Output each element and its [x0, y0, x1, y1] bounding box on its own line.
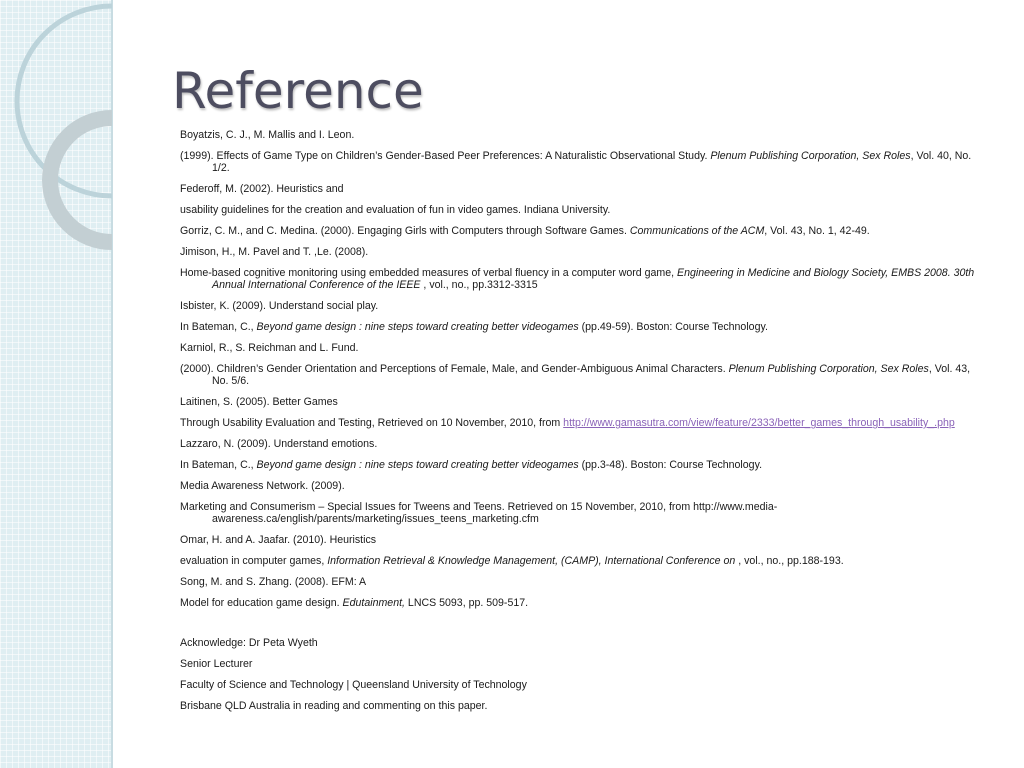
reference-entry — [180, 480, 980, 492]
reference-text: , Vol. 43, No. 5/6. — [212, 363, 971, 387]
reference-entry — [180, 438, 980, 450]
reference-text: usability guidelines for the creation and evaluation of fun in video games. Indiana University. — [180, 204, 611, 216]
acknowledgement-line: Brisbane QLD Australia in reading and commenting on this paper. — [180, 700, 488, 712]
reference-text: Isbister, K. (2009). Understand social play. — [180, 300, 379, 312]
reference-text: Marketing and Consumerism – Special Issues for Tweens and Teens. Retrieved on 15 November, 2010, from http://www.media-awareness.ca/english/parents/marketing/issues_teens_marketing.cfm — [180, 501, 778, 525]
acknowledgement-block — [180, 637, 980, 712]
reference-text: (pp.3-48). Boston: Course Technology. — [578, 459, 763, 471]
reference-entry — [180, 396, 980, 408]
acknowledgement-line: Acknowledge: Dr Peta Wyeth — [180, 637, 318, 649]
acknowledgement-line: Senior Lecturer — [180, 658, 253, 670]
reference-entries — [180, 129, 980, 609]
reference-text: Gorriz, C. M., and C. Medina. (2000). Engaging Girls with Computers through Software Games. — [180, 225, 630, 237]
reference-entry — [180, 534, 980, 546]
reference-text: In Bateman, C., — [180, 321, 257, 333]
reference-entry — [180, 363, 980, 387]
reference-italic-text: Beyond game design : nine steps toward creating better videogames — [256, 459, 579, 471]
reference-text: , vol., no., pp.3312-3315 — [420, 279, 538, 291]
reference-text: Laitinen, S. (2005). Better Games — [180, 396, 338, 408]
reference-entry — [180, 501, 980, 525]
reference-entry — [180, 129, 980, 141]
decorative-arcs — [0, 0, 125, 280]
reference-entry — [180, 150, 980, 174]
reference-entry — [180, 183, 980, 195]
reference-text: , vol., no., pp.188-193. — [735, 555, 844, 567]
reference-text: Federoff, M. (2002). Heuristics and — [180, 183, 344, 195]
reference-text: , Vol. 43, No. 1, 42-49. — [764, 225, 870, 237]
reference-italic-text: Engineering in Medicine and Biology Society, EMBS 2008. 30th Annual International Conference of the IEEE — [212, 267, 975, 291]
reference-entry — [180, 555, 980, 567]
reference-text: Boyatzis, C. J., M. Mallis and I. Leon. — [180, 129, 355, 141]
reference-entry — [180, 321, 980, 333]
reference-entry — [180, 267, 980, 291]
reference-text: Model for education game design. — [180, 597, 343, 609]
reference-entry — [180, 576, 980, 588]
slide-title: Reference — [172, 62, 424, 120]
reference-italic-text: Edutainment, — [342, 597, 405, 609]
reference-entry — [180, 246, 980, 258]
reference-italic-text: Communications of the ACM — [629, 225, 765, 237]
reference-text: LNCS 5093, pp. 509-517. — [404, 597, 529, 609]
reference-italic-text: Plenum Publishing Corporation, Sex Roles — [728, 363, 929, 375]
reference-text: Media Awareness Network. (2009). — [180, 480, 345, 492]
reference-text: Lazzaro, N. (2009). Understand emotions. — [180, 438, 378, 450]
reference-text: , Vol. 40, No. 1/2. — [212, 150, 972, 174]
reference-entry — [180, 597, 980, 609]
reference-text: Karniol, R., S. Reichman and L. Fund. — [180, 342, 359, 354]
reference-entry — [180, 300, 980, 312]
reference-entry — [180, 417, 980, 429]
reference-text: In Bateman, C., — [180, 459, 257, 471]
reference-text: (1999). Effects of Game Type on Children’s Gender-Based Peer Preferences: A Naturalistic Observational Study. — [180, 150, 711, 162]
reference-text: evaluation in computer games, — [180, 555, 328, 567]
reference-text: Omar, H. and A. Jaafar. (2010). Heuristics — [180, 534, 377, 546]
reference-entry — [180, 459, 980, 471]
decorative-arc-outer — [17, 6, 112, 196]
reference-italic-text: Information Retrieval & Knowledge Management, (CAMP), International Conference on — [327, 555, 736, 567]
reference-text: Jimison, H., M. Pavel and T. ,Le. (2008). — [180, 246, 369, 258]
reference-text: Song, M. and S. Zhang. (2008). EFM: A — [180, 576, 367, 588]
reference-text: Through Usability Evaluation and Testing, Retrieved on 10 November, 2010, from — [180, 417, 564, 429]
reference-entry — [180, 342, 980, 354]
reference-text: Home-based cognitive monitoring using embedded measures of verbal fluency in a computer word game, — [180, 267, 677, 279]
reference-link[interactable]: http://www.gamasutra.com/view/feature/2333/better_games_through_usability_.php — [563, 417, 955, 429]
reference-italic-text: Plenum Publishing Corporation, Sex Roles — [710, 150, 911, 162]
reference-text: (pp.49-59). Boston: Course Technology. — [578, 321, 768, 333]
reference-text: (2000). Children’s Gender Orientation and Perceptions of Female, Male, and Gender-Ambiguous Animal Characters. — [180, 363, 729, 375]
reference-list — [180, 129, 980, 721]
reference-entry — [180, 204, 980, 216]
reference-italic-text: Beyond game design : nine steps toward creating better videogames — [256, 321, 579, 333]
reference-entry — [180, 225, 980, 237]
acknowledgement-line: Faculty of Science and Technology | Queensland University of Technology — [180, 679, 527, 691]
